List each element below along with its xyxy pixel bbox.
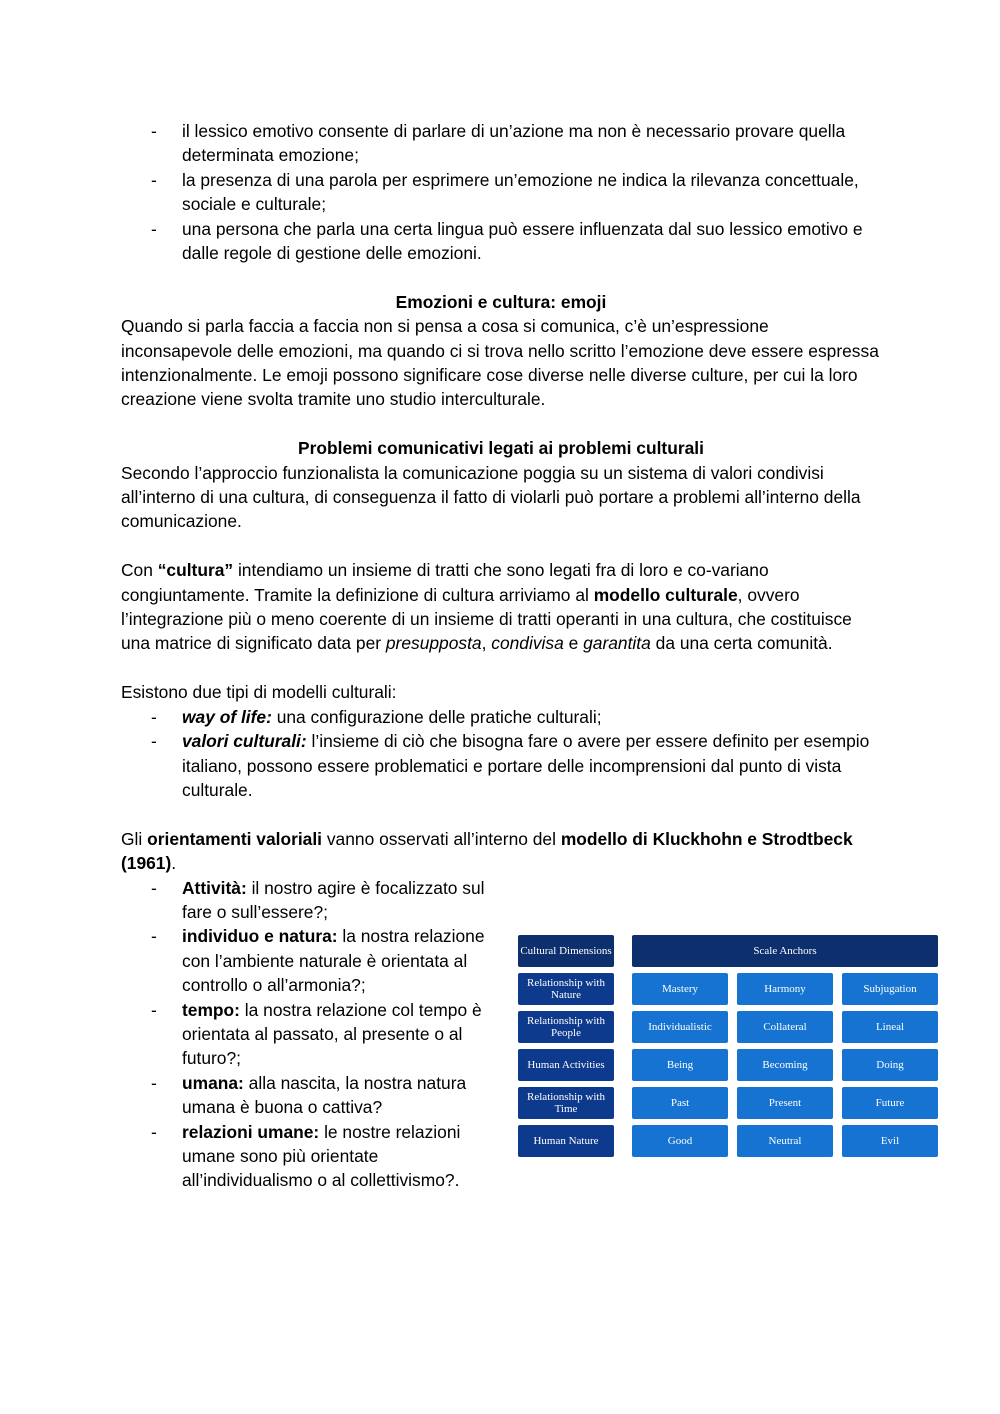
term-modello-culturale: modello culturale [593,584,738,605]
list-item: - una persona che parla una certa lingua può essere influenzata dal suo lessico emotivo e dalle regole di gestione delle emozioni. [121,217,881,266]
header-scale-anchors: Scale Anchors [632,935,938,967]
header-cultural-dimensions: Cultural Dimensions [518,935,614,967]
anchor-cell: Becoming [737,1049,833,1081]
list-item: - tempo: la nostra relazione col tempo è orientata al passato, al presente o al futuro?; [121,998,506,1071]
dimension-cell: Human Nature [518,1125,614,1157]
orientamenti-list [121,876,506,1193]
anchor-cell: Future [842,1087,938,1119]
anchor-cell: Present [737,1087,833,1119]
paragraph-modelli-intro: Esistono due tipi di modelli culturali: [121,682,397,703]
kluckhohn-strodtbeck-table [518,935,938,1159]
dimension-cell: Relationship with Time [518,1087,614,1119]
anchor-cell: Neutral [737,1125,833,1157]
list-item: - il lessico emotivo consente di parlare di un’azione ma non è necessario provare quella determinata emozione; [121,119,881,168]
section-heading-problemi: Problemi comunicativi legati ai problemi culturali [298,438,704,459]
anchor-cell: Harmony [737,973,833,1005]
paragraph-emoji: Quando si parla faccia a faccia non si pensa a cosa si comunica, c’è un’espressione inconsapevole delle emozioni, ma quando ci si trova nello scritto l’emozione deve essere espressa intenzionalmente. Le emoji possono significare cose diverse nelle diverse culture, per cui la loro creazione viene svolta tramite uno studio interculturale. [121,316,879,410]
anchor-cell: Being [632,1049,728,1081]
paragraph-orientamenti: Gli orientamenti valoriali vanno osservati all’interno del modello di Kluckhohn e Strodtbeck (1961). [121,828,853,874]
list-item: - way of life: una configurazione delle pratiche culturali; [121,705,881,729]
list-item: - valori culturali: l’insieme di ciò che bisogna fare o avere per essere definito per esempio italiano, possono essere problematici e portare delle incomprensioni dal punto di vista culturale. [121,729,881,802]
anchor-cell: Evil [842,1125,938,1157]
paragraph-problemi: Secondo l’approccio funzionalista la comunicazione poggia su un sistema di valori condivisi all’interno di una cultura, di conseguenza il fatto di violarli può portare a problemi all’interno della comunicazione. [121,462,861,532]
anchor-cell: Past [632,1087,728,1119]
term-cultura: “cultura” [157,560,234,581]
anchor-cell: Mastery [632,973,728,1005]
list-item: - Attività: il nostro agire è focalizzato sul fare o sull’essere?; [121,876,506,925]
anchor-cell: Doing [842,1049,938,1081]
anchor-cell: Collateral [737,1011,833,1043]
list-item: - relazioni umane: le nostre relazioni umane sono più orientate all’individualismo o al collettivismo?. [121,1120,506,1193]
anchor-cell: Good [632,1125,728,1157]
intro-list [121,119,881,265]
anchor-cell: Individualistic [632,1011,728,1043]
paragraph-cultura: Con “cultura” intendiamo un insieme di tratti che sono legati fra di loro e co-variano congiuntamente. Tramite la definizione di cultura arriviamo al modello culturale, ovvero l’integrazione più o meno coerente di un insieme di tratti operanti in una cultura, che costituisce una matrice di significato data per presupposta, condivisa e garantita da una certa comunità. [121,560,852,654]
anchor-cell: Lineal [842,1011,938,1043]
list-item: - la presenza di una parola per esprimere un’emozione ne indica la rilevanza concettuale, sociale e culturale; [121,168,881,217]
dimension-cell: Relationship with People [518,1011,614,1043]
list-item: - umana: alla nascita, la nostra natura umana è buona o cattiva? [121,1071,506,1120]
section-heading-emoji: Emozioni e cultura: emoji [395,291,607,312]
dimension-cell: Human Activities [518,1049,614,1081]
anchor-cell: Subjugation [842,973,938,1005]
modelli-list [121,705,881,803]
dimension-cell: Relationship with Nature [518,973,614,1005]
list-item: - individuo e natura: la nostra relazione con l’ambiente naturale è orientata al controllo o all’armonia?; [121,924,506,997]
